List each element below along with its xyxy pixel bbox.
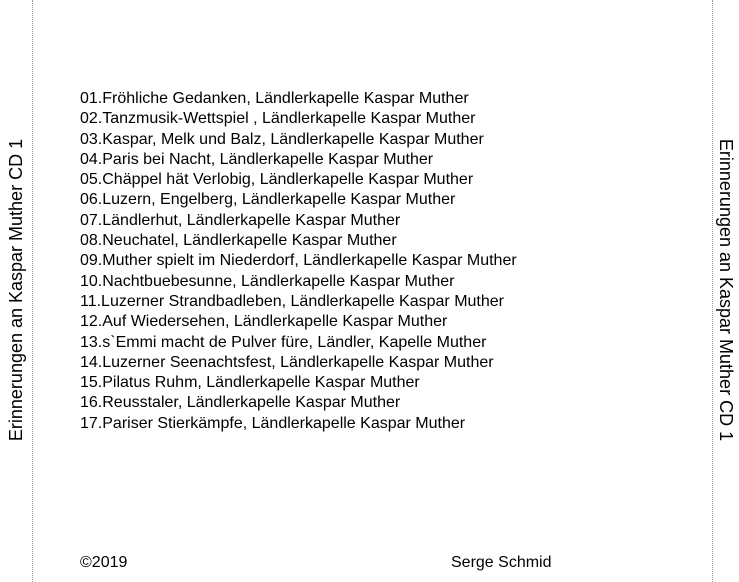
track-item: 15.Pilatus Ruhm, Ländlerkapelle Kaspar Muther [80,374,420,392]
track-item: 16.Reusstaler, Ländlerkapelle Kaspar Muther [80,394,401,412]
track-item: 12.Auf Wiedersehen, Ländlerkapelle Kaspar Muther [80,313,448,331]
track-item: 02.Tanzmusik-Wettspiel , Ländlerkapelle Kaspar Muther [80,110,476,128]
track-item: 08.Neuchatel, Ländlerkapelle Kaspar Muther [80,232,397,250]
left-fold-line [32,0,33,582]
track-list [80,89,517,434]
track-item: 03.Kaspar, Melk und Balz, Ländlerkapelle Kaspar Muther [80,130,484,148]
right-spine-title: Erinnerungen an Kaspar Muther CD 1 [716,138,736,442]
track-item: 13.s`Emmi macht de Pulver füre, Ländler, Kapelle Muther [80,333,487,351]
left-spine-title: Erinnerungen an Kaspar Muther CD 1 [6,138,26,442]
track-item: 17.Pariser Stierkämpfe, Ländlerkapelle Kaspar Muther [80,414,466,432]
track-item: 09.Muther spielt im Niederdorf, Ländlerkapelle Kaspar Muther [80,252,517,270]
track-item: 04.Paris bei Nacht, Ländlerkapelle Kaspar Muther [80,150,434,168]
track-item: 07.Ländlerhut, Ländlerkapelle Kaspar Muther [80,211,401,229]
track-item: 10.Nachtbuebesunne, Ländlerkapelle Kaspar Muther [80,272,455,290]
track-item: 11.Luzerner Strandbadleben, Ländlerkapelle Kaspar Muther [80,292,504,310]
author-name: Serge Schmid [451,554,552,571]
right-fold-line [712,0,713,582]
copyright-text: ©2019 [80,554,128,571]
track-item: 06.Luzern, Engelberg, Ländlerkapelle Kaspar Muther [80,191,456,209]
track-item: 14.Luzerner Seenachtsfest, Ländlerkapelle Kaspar Muther [80,353,494,371]
track-item: 05.Chäppel hät Verlobig, Ländlerkapelle Kaspar Muther [80,171,474,189]
track-item: 01.Fröhliche Gedanken, Ländlerkapelle Kaspar Muther [80,90,469,107]
